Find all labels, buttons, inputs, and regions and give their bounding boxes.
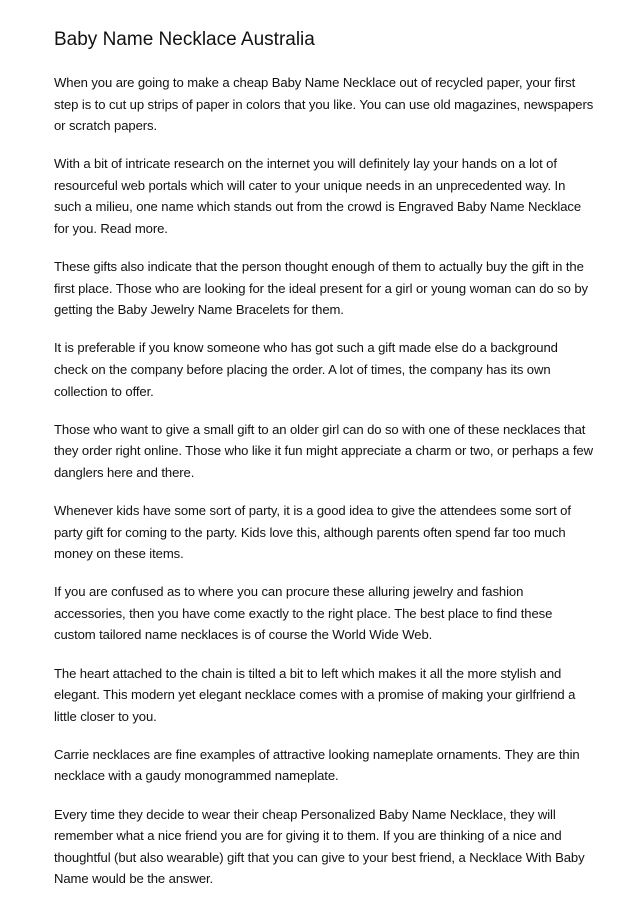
paragraph-4: It is preferable if you know someone who has got such a gift made else do a background check on the company before placing the order. A lot of times, the company has its own collection to offer. bbox=[54, 340, 558, 399]
document-title: Baby Name Necklace Australia bbox=[54, 29, 315, 50]
paragraph-9: Carrie necklaces are fine examples of attractive looking nameplate ornaments. They are thin necklace with a gaudy monogrammed nameplate. bbox=[54, 746, 580, 784]
paragraph-6: Whenever kids have some sort of party, it is a good idea to give the attendees some sort of party gift for coming to the party. Kids love this, although parents often spend far too much money on these items. bbox=[54, 503, 571, 562]
paragraph-5: Those who want to give a small gift to an older girl can do so with one of these necklaces that they order right online. Those who like it fun might appreciate a charm or two, or perhaps a few danglers here and there. bbox=[54, 421, 593, 480]
paragraph-3: These gifts also indicate that the person thought enough of them to actually buy the gift in the first place. Those who are looking for the ideal present for a girl or young woman can do so by getting the Baby Jewelry Name Bracelets for them. bbox=[54, 259, 588, 318]
document-page bbox=[54, 28, 594, 906]
paragraph-2: With a bit of intricate research on the internet you will definitely lay your hands on a lot of resourceful web portals which will cater to your unique needs in an unprecedented way. In such a milieu, one name which stands out from the crowd is Engraved Baby Name Necklace for you. Read more. bbox=[54, 156, 582, 237]
paragraph-1: When you are going to make a cheap Baby Name Necklace out of recycled paper, your first step is to cut up strips of paper in colors that you like. You can use old magazines, newspapers or scratch papers. bbox=[54, 75, 594, 134]
paragraph-7: If you are confused as to where you can procure these alluring jewelry and fashion accessories, then you have come exactly to the right place. The best place to find these custom tailored name necklaces is of course the World Wide Web. bbox=[54, 584, 553, 643]
paragraph-10: Every time they decide to wear their cheap Personalized Baby Name Necklace, they will remember what a nice friend you are for giving it to them. If you are thinking of a nice and thoughtful (but also wearable) gift that you can give to your best friend, a Necklace With Baby Name would be the answer. bbox=[54, 806, 585, 887]
paragraph-8: The heart attached to the chain is tilted a bit to left which makes it all the more stylish and elegant. This modern yet elegant necklace comes with a promise of making your girlfriend a little closer to you. bbox=[54, 665, 576, 724]
